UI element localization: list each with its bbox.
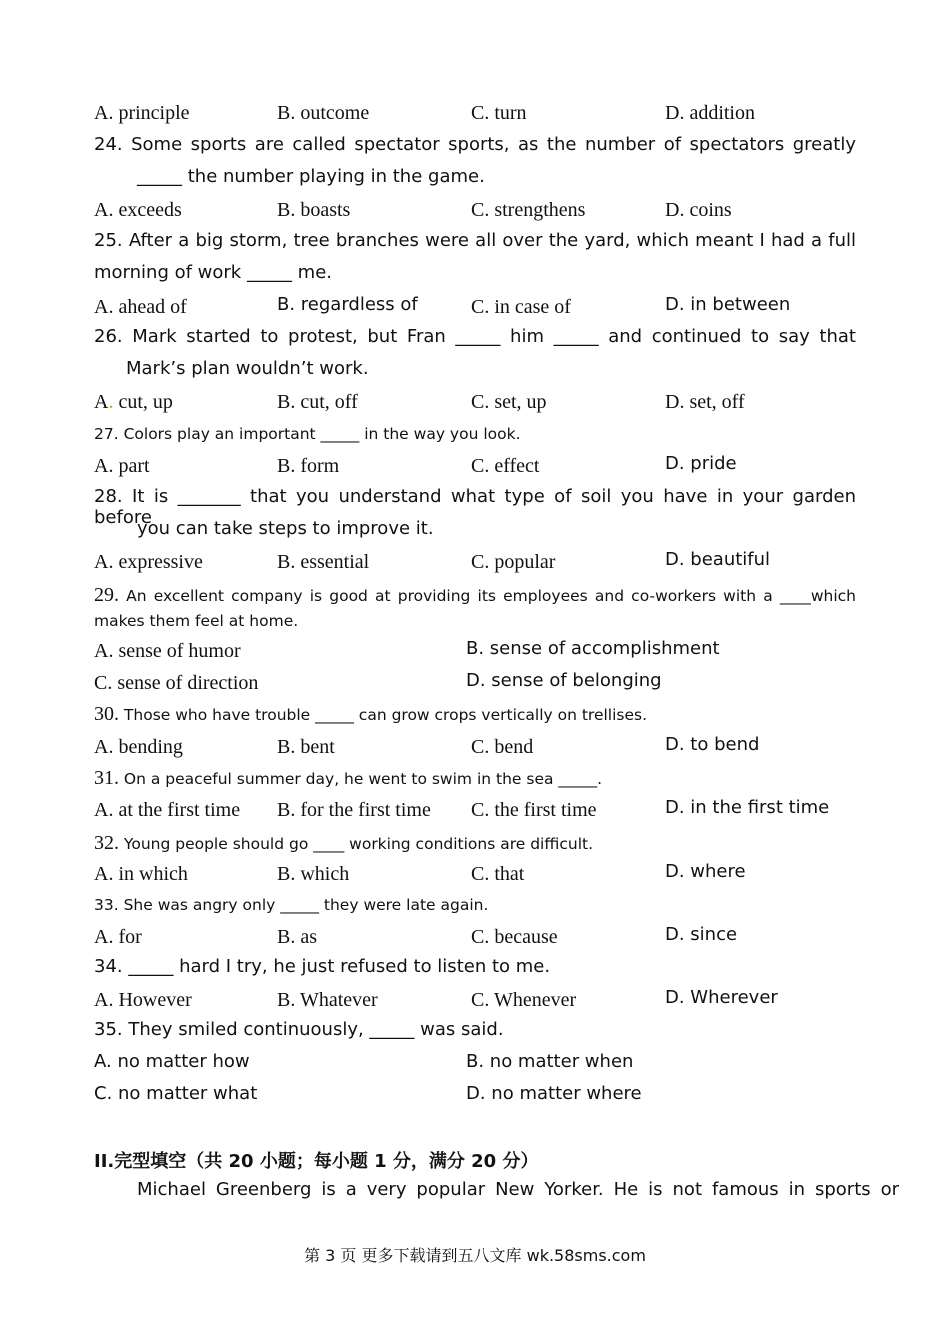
q25-stem-line2: morning of work _____ me.	[94, 262, 332, 283]
q30-option-a[interactable]: A. bending	[94, 736, 183, 758]
q26-option-a-dot: .	[108, 391, 114, 413]
q30-stem-text: Those who have trouble _____ can grow crops vertically on trellises.	[119, 706, 648, 724]
q35-option-d[interactable]: D. no matter where	[466, 1083, 642, 1104]
q31-stem-text: On a peaceful summer day, he went to swim in the sea _____.	[119, 770, 603, 788]
q30-option-d[interactable]: D. to bend	[665, 734, 760, 755]
q23-option-b[interactable]: B. outcome	[277, 102, 370, 124]
q26-option-a-text: cut, up	[113, 391, 173, 413]
q25-option-a[interactable]: A. ahead of	[94, 296, 187, 318]
q28-stem-line2: you can take steps to improve it.	[137, 518, 434, 539]
q32-number: 32.	[94, 832, 119, 854]
q32-stem-text: Young people should go ____ working conditions are difficult.	[119, 835, 594, 853]
q26-option-c[interactable]: C. set, up	[471, 391, 547, 413]
q27-option-d[interactable]: D. pride	[665, 453, 737, 474]
q32-option-b[interactable]: B. which	[277, 863, 350, 885]
q25-option-b[interactable]: B. regardless of	[277, 294, 418, 315]
q31-number: 31.	[94, 767, 119, 789]
q29-option-c[interactable]: C. sense of direction	[94, 672, 259, 694]
q26-stem-line1: 26. Mark started to protest, but Fran _____ him _____ and continued to say that	[94, 326, 856, 347]
q27-options	[94, 453, 856, 481]
q31-option-d[interactable]: D. in the first time	[665, 797, 830, 818]
q31-option-c[interactable]: C. the first time	[471, 799, 597, 821]
q33-stem: 33. She was angry only _____ they were late again.	[94, 896, 489, 914]
q25-options	[94, 294, 856, 322]
q33-option-a[interactable]: A. for	[94, 926, 142, 948]
q29-options-row2	[94, 670, 856, 698]
q28-option-d[interactable]: D. beautiful	[665, 549, 771, 570]
q25-stem-line1: 25. After a big storm, tree branches were all over the yard, which meant I had a full	[94, 230, 856, 251]
q35-options-row1	[94, 1051, 856, 1077]
page-footer: 第 3 页 更多下载请到五八文库 wk.58sms.com	[304, 1246, 646, 1265]
q35-option-a[interactable]: A. no matter how	[94, 1051, 250, 1072]
q35-option-c[interactable]: C. no matter what	[94, 1083, 258, 1104]
q28-option-a[interactable]: A. expressive	[94, 551, 203, 573]
q24-option-a[interactable]: A. exceeds	[94, 199, 182, 221]
q30-options	[94, 734, 856, 762]
q33-option-b[interactable]: B. as	[277, 926, 317, 948]
passage-first-line: Michael Greenberg is a very popular New Yorker. He is not famous in sports or	[137, 1179, 899, 1200]
q29-stem-text: An excellent company is good at providing its employees and co-workers with a ____which	[119, 587, 856, 605]
q33-options	[94, 924, 856, 952]
q35-options-row2	[94, 1083, 856, 1109]
q31-options	[94, 797, 856, 825]
q24-option-b[interactable]: B. boasts	[277, 199, 351, 221]
q34-option-d[interactable]: D. Wherever	[665, 987, 778, 1008]
q35-option-b[interactable]: B. no matter when	[466, 1051, 634, 1072]
q26-option-a[interactable]	[94, 391, 173, 414]
q24-options	[94, 199, 856, 225]
q23-option-d[interactable]: D. addition	[665, 102, 755, 124]
q27-option-b[interactable]: B. form	[277, 455, 340, 477]
q29-stem-line1	[94, 584, 856, 607]
q28-stem-line1: 28. It is _______ that you understand what type of soil you have in your garden before	[94, 486, 856, 528]
q25-option-d[interactable]: D. in between	[665, 294, 791, 315]
q23-options	[94, 102, 856, 128]
q29-option-d[interactable]: D. sense of belonging	[466, 670, 662, 691]
q26-option-a-letter: A	[94, 391, 109, 413]
q33-option-d[interactable]: D. since	[665, 924, 738, 945]
q31-option-a[interactable]: A. at the first time	[94, 799, 241, 821]
q24-stem-line2: _____ the number playing in the game.	[137, 166, 485, 187]
q35-stem: 35. They smiled continuously, _____ was said.	[94, 1019, 504, 1040]
q29-option-b[interactable]: B. sense of accomplishment	[466, 638, 720, 659]
q26-option-b[interactable]: B. cut, off	[277, 391, 358, 413]
q28-option-c[interactable]: C. popular	[471, 551, 556, 573]
q27-stem: 27. Colors play an important _____ in the way you look.	[94, 425, 521, 443]
q23-option-a[interactable]: A. principle	[94, 102, 190, 124]
q34-option-c[interactable]: C. Whenever	[471, 989, 577, 1011]
q28-option-b[interactable]: B. essential	[277, 551, 370, 573]
q27-option-c[interactable]: C. effect	[471, 455, 540, 477]
q28-options	[94, 549, 856, 577]
q32-option-d[interactable]: D. where	[665, 861, 746, 882]
q32-option-a[interactable]: A. in which	[94, 863, 188, 885]
q30-option-c[interactable]: C. bend	[471, 736, 534, 758]
q30-stem	[94, 703, 856, 726]
q23-option-c[interactable]: C. turn	[471, 102, 527, 124]
q30-number: 30.	[94, 703, 119, 725]
q29-options-row1	[94, 638, 856, 666]
section-heading: II.完型填空（共 20 小题；每小题 1 分，满分 20 分）	[94, 1151, 539, 1172]
q32-stem	[94, 832, 856, 855]
q34-options	[94, 987, 856, 1015]
q34-option-a[interactable]: A. However	[94, 989, 192, 1011]
q30-option-b[interactable]: B. bent	[277, 736, 335, 758]
q31-stem	[94, 767, 856, 790]
q25-option-c[interactable]: C. in case of	[471, 296, 571, 318]
q33-option-c[interactable]: C. because	[471, 926, 558, 948]
q29-option-a[interactable]: A. sense of humor	[94, 640, 241, 662]
q29-stem-line2: makes them feel at home.	[94, 612, 299, 630]
q26-option-d[interactable]: D. set, off	[665, 391, 745, 413]
q29-number: 29.	[94, 584, 119, 606]
q34-stem: 34. _____ hard I try, he just refused to listen to me.	[94, 956, 551, 977]
q26-options	[94, 391, 856, 417]
q32-option-c[interactable]: C. that	[471, 863, 525, 885]
q24-stem-line1: 24. Some sports are called spectator sports, as the number of spectators greatly	[94, 134, 856, 155]
q24-option-c[interactable]: C. strengthens	[471, 199, 586, 221]
q27-option-a[interactable]: A. part	[94, 455, 150, 477]
q26-stem-line2: Mark’s plan wouldn’t work.	[126, 358, 369, 379]
q34-option-b[interactable]: B. Whatever	[277, 989, 378, 1011]
q31-option-b[interactable]: B. for the first time	[277, 799, 431, 821]
q32-options	[94, 861, 856, 889]
q24-option-d[interactable]: D. coins	[665, 199, 732, 221]
